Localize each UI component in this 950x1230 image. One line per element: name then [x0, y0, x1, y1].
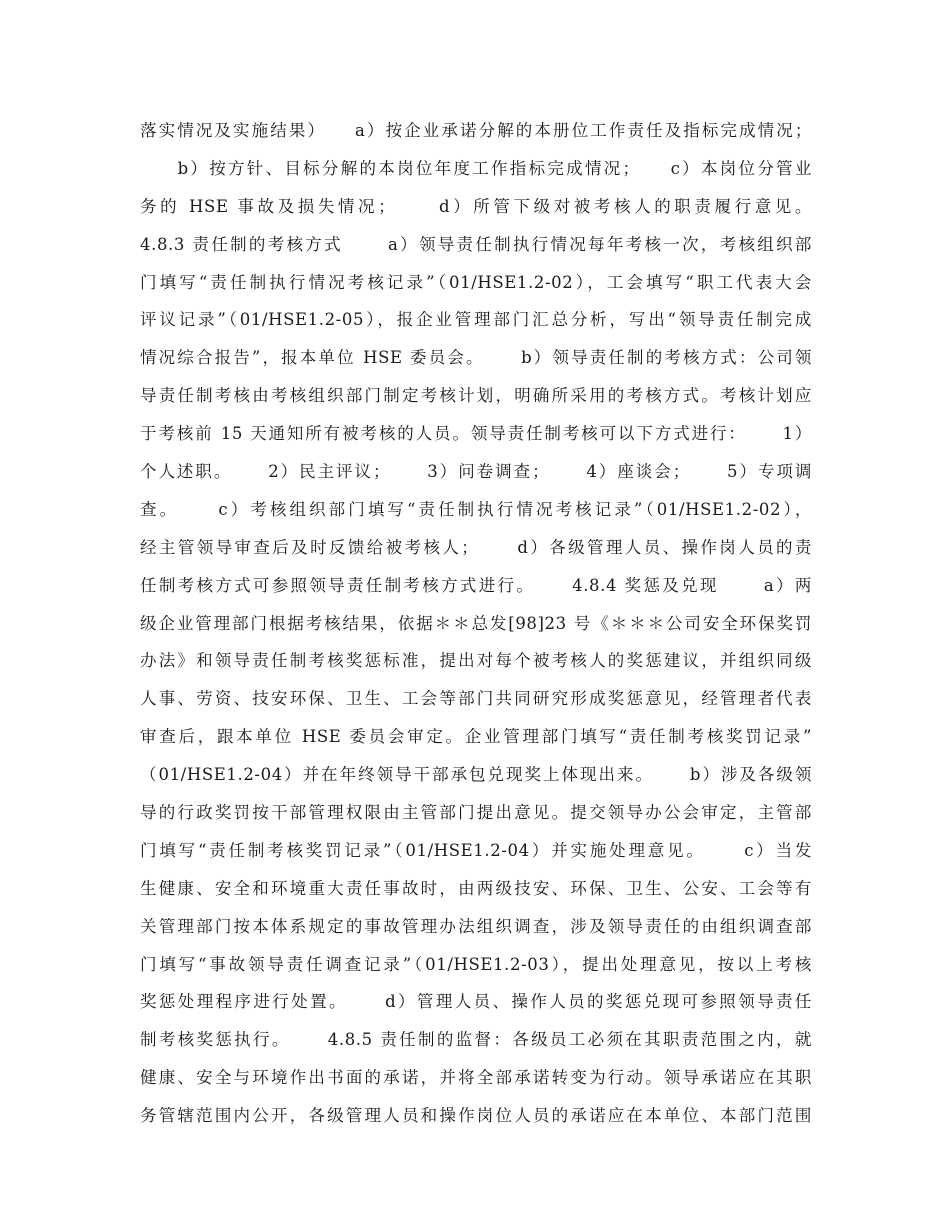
text-line: 制考核奖惩执行。 4.8.5 责任制的监督：各级员工必须在其职责范围之内，就 [140, 1030, 812, 1050]
text-line: 导的行政奖罚按干部管理权限由主管部门提出意见。提交领导办公会审定，主管部 [140, 803, 812, 823]
text-line: 评议记录”（01/HSE1.2-05），报企业管理部门汇总分析，写出“领导责任制完成 [140, 310, 812, 330]
text-line: 生健康、安全和环境重大责任事故时，由两级技安、环保、卫生、公安、工会等有 [140, 878, 812, 898]
text-line: 个人述职。 2）民主评议； 3）问卷调查； 4）座谈会； 5）专项调 [140, 462, 812, 482]
text-line: 4.8.3 责任制的考核方式 a）领导责任制执行情况每年考核一次，考核组织部 [140, 234, 812, 254]
text-line: 健康、安全与环境作出书面的承诺，并将全部承诺转变为行动。领导承诺应在其职 [140, 1068, 812, 1088]
text-line: 级企业管理部门根据考核结果，依据＊＊总发[98]23 号《＊＊＊公司安全环保奖罚 [140, 613, 812, 633]
text-line: 门填写“事故领导责任调查记录”（01/HSE1.2-03），提出处理意见，按以上考核 [140, 954, 812, 974]
text-line: 经主管领导审查后及时反馈给被考核人； d）各级管理人员、操作岗人员的责 [140, 537, 812, 557]
text-line: 务的 HSE 事故及损失情况； d）所管下级对被考核人的职责履行意见。 [140, 196, 812, 216]
text-line: 落实情况及实施结果） a）按企业承诺分解的本册位工作责任及指标完成情况； [140, 121, 812, 140]
text-line: b）按方针、目标分解的本岗位年度工作指标完成情况； c）本岗位分管业 [140, 158, 812, 178]
text-line: 门填写“责任制执行情况考核记录”（01/HSE1.2-02），工会填写“职工代表大会 [140, 272, 812, 292]
text-line: 审查后，跟本单位 HSE 委员会审定。企业管理部门填写“责任制考核奖罚记录” [140, 727, 812, 747]
text-line: 务管辖范围内公开，各级管理人员和操作岗位人员的承诺应在本单位、本部门范围 [140, 1106, 812, 1126]
text-line: 办法》和领导责任制考核奖惩标准，提出对每个被考核人的奖惩建议，并组织同级 [140, 651, 812, 671]
text-line: 关管理部门按本体系规定的事故管理办法组织调查，涉及领导责任的由组织调查部 [140, 916, 812, 936]
text-line: （01/HSE1.2-04）并在年终领导干部承包兑现奖上体现出来。 b）涉及各级领 [140, 765, 812, 785]
text-line: 人事、劳资、技安环保、卫生、工会等部门共同研究形成奖惩意见，经管理者代表 [140, 689, 812, 709]
body-text [140, 112, 812, 1135]
text-line: 情况综合报告”，报本单位 HSE 委员会。 b）领导责任制的考核方式：公司领 [140, 348, 812, 368]
text-line: 查。 c）考核组织部门填写“责任制执行情况考核记录”（01/HSE1.2-02）， [140, 499, 812, 519]
text-line: 门填写“责任制考核奖罚记录”（01/HSE1.2-04）并实施处理意见。 c）当发 [140, 840, 812, 860]
text-line: 导责任制考核由考核组织部门制定考核计划，明确所采用的考核方式。考核计划应 [140, 386, 812, 406]
text-line: 于考核前 15 天通知所有被考核的人员。领导责任制考核可以下方式进行： 1） [140, 424, 812, 444]
text-line: 任制考核方式可参照领导责任制考核方式进行。 4.8.4 奖惩及兑现 a）两 [140, 575, 812, 595]
text-line: 奖惩处理程序进行处置。 d）管理人员、操作人员的奖惩兑现可参照领导责任 [140, 992, 812, 1012]
